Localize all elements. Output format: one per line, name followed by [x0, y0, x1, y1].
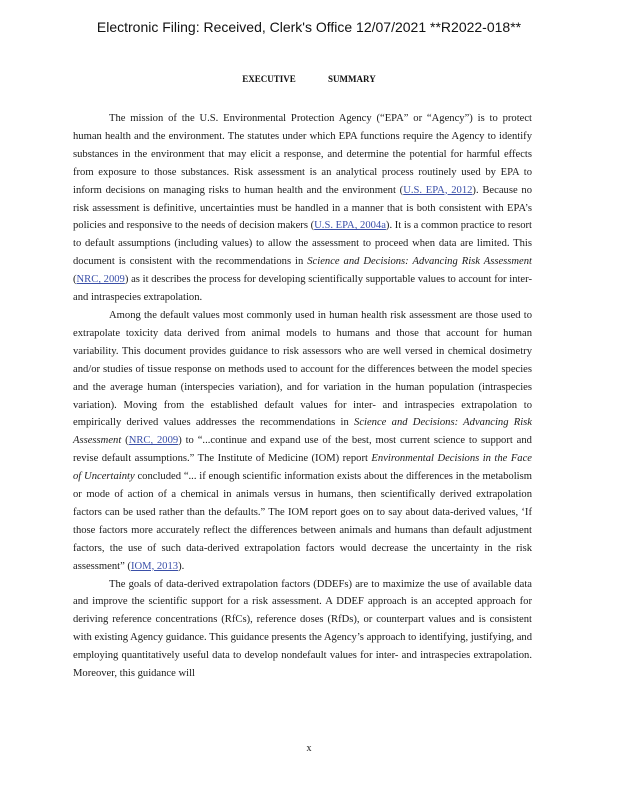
citation-link-us-epa-2004a[interactable]: U.S. EPA, 2004a [314, 220, 386, 232]
paragraph-text: ) as it describes the process for developing scientifically supportable values to account for inter- and intraspecies extrapolation. [73, 274, 532, 304]
paragraph-text: ) to “...continue and expand use of the best, most current science to support and revise default assumptions.” The Institute of Medicine (IOM) report [73, 435, 532, 465]
page-number: x [306, 743, 312, 754]
paragraph-text: ( [73, 274, 77, 286]
citation-link-nrc-2009[interactable]: NRC, 2009 [76, 274, 125, 286]
report-title-italic: Environmental Decisions in the Face of Uncertainty [73, 453, 532, 483]
report-title-italic: Science and Decisions: Advancing Risk Assessment [307, 256, 533, 268]
paragraph-text: concluded “... if enough scientific information exists about the differences in the metabolism or mode of action of a chemical in animals versus in humans, then scientifically derived extrapolation factors can be used rather than the defaults.” The IOM report goes on to say about data-derived values, ‘If those factors more accurately reflect the differences between animals and humans than default adjustment factors, the use of such data-derived extrapolation factors would decrease the uncertainty in the risk assessment” ( [73, 471, 532, 572]
section-title: EXECUTIVE SUMMARY [242, 74, 376, 84]
report-title-italic: Science and Decisions: Advancing Risk Assessment [73, 417, 532, 447]
paragraph-ddef-goals: The goals of data-derived extrapolation factors (DDEFs) are to maximize the use of available data and improve the scientific support for a risk assessment. A DDEF approach is an accepted approach for deriving reference concentrations (RfCs), reference doses (RfDs), or counterpart values and is consistent with existing Agency guidance. This guidance presents the Agency’s approach to identifying, justifying, and employing quantitatively useful data to develop nondefault values for inter- and intraspecies extrapolation. Moreover, this guidance will [73, 578, 532, 680]
paragraph-text: ( [121, 435, 129, 447]
paragraph-text: ). [178, 560, 185, 572]
paragraph-mission [73, 110, 532, 307]
paragraph-text: ). Because no risk assessment is definitive, uncertainties must be handled in a manner that is both consistent with EPA’s policies and responsive to the needs of decision makers ( [73, 184, 532, 232]
filing-header: Electronic Filing: Received, Clerk's Office 12/07/2021 **R2022-018** [96, 19, 522, 35]
citation-link-iom-2013[interactable]: IOM, 2013 [130, 560, 179, 572]
paragraph-default-values [73, 307, 532, 576]
paragraph-text: The mission of the U.S. Environmental Protection Agency (“EPA” or “Agency”) is to protect human health and the environment. The statutes under which EPA functions require the Agency to identify substances in the environment that may elicit a response, and determine the potential for harmful effects from exposure to those substances. Risk assessment is an analytical process routinely used by EPA to inform decisions on managing risks to human health and the environment ( [73, 113, 532, 196]
citation-link-us-epa-2012[interactable]: U.S. EPA, 2012 [403, 184, 473, 196]
document-body [73, 110, 532, 683]
paragraph-text: Among the default values most commonly used in human health risk assessment are those used to extrapolate toxicity data derived from animal models to humans and those that account for human variability. This document provides guidance to risk assessors who are well versed in chemical dosimetry and/or studies of tissue response on methods used to account for the differences between the model species and the average human (interspecies variation), and for variation in the human population (intraspecies variation). Moving from the established default values for inter- and intraspecies extrapolation to empirically derived values addresses the recommendations in [73, 309, 532, 429]
citation-link-nrc-2009[interactable]: NRC, 2009 [128, 435, 179, 447]
paragraph-text: ). It is a common practice to resort to default assumptions (including values) to allow the assessment to proceed when data are limited. This document is consistent with the recommendations in [73, 220, 532, 268]
